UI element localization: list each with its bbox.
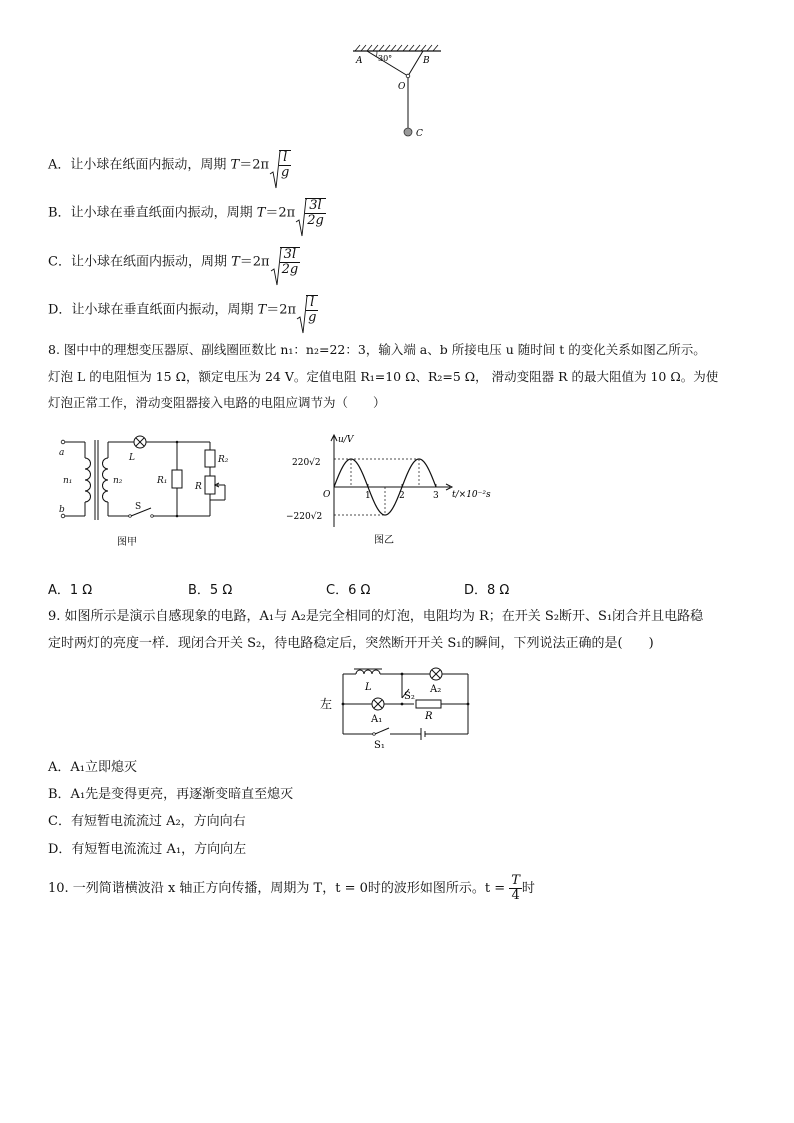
switch-S2-label: S₂ [404, 691, 415, 702]
q10-stem: 10. 一列简谐横波沿 x 轴正方向传播，周期为 T，t = 0时的波形如图所示。t = $\frac{T}{4}$ 时 [48, 873, 535, 903]
q9-option-b: B．A₁先是变得更亮，再逐渐变暗直至熄灭 [48, 787, 294, 802]
switch-S-label: S [135, 502, 142, 512]
q8-answer-c: C．6 Ω [326, 583, 371, 598]
q8-line-1: 8. 图中中的理想变压器原、副线圈匝数比 n₁：n₂=22：3，输入端 a、b 所接电压 u 随时间 t 的变化关系如图乙所示。 [48, 342, 706, 357]
n2-label: n₂ [113, 476, 123, 486]
inductor-L-label: L [365, 682, 372, 693]
resistor-R-label: R [425, 711, 433, 722]
sqrt-symbol: $\frac{l}{g}$ [269, 150, 291, 180]
sqrt-symbol: $\frac{3l}{2g}$ [295, 198, 326, 228]
sqrt-symbol: $\frac{l}{g}$ [296, 295, 318, 325]
x-tick-label: 2 [399, 491, 405, 501]
R-label: R [195, 482, 202, 492]
caption-yi: 图乙 [374, 535, 394, 546]
R2-label: R₂ [218, 455, 229, 465]
self-inductance-circuit-figure [318, 662, 478, 752]
neg-peak-label: −220√2 [286, 512, 323, 522]
label-A: A [356, 56, 363, 66]
q8-answer-a: A．1 Ω [48, 583, 93, 598]
x-tick-label: 3 [433, 491, 439, 501]
q8-line-2: 灯泡 L 的电阻恒为 15 Ω，额定电压为 24 V。定值电阻 R₁=10 Ω、R₂=5 Ω， 滑动变阻器 R 的最大阻值为 10 Ω。为使 [48, 369, 719, 384]
voltage-time-chart [280, 432, 510, 552]
origin-label: O [323, 490, 331, 500]
caption-jia: 图甲 [117, 537, 137, 548]
terminal-a: a [59, 448, 65, 458]
q7-option-d: D．让小球在垂直纸面内振动，周期 T＝2π $\frac{l}{g}$ [48, 295, 318, 325]
sqrt-symbol: $\frac{3l}{2g}$ [270, 247, 301, 277]
switch-S1-label: S₁ [374, 740, 385, 751]
q8-answer-b: B．5 Ω [188, 583, 233, 598]
pendulum-figure [345, 42, 455, 142]
q9-option-c: C．有短暂电流流过 A₂，方向向右 [48, 814, 246, 829]
terminal-b: b [59, 505, 65, 515]
q9-line-1: 9. 如图所示是演示自感现象的电路，A₁与 A₂是完全相同的灯泡，电阻均为 R；在开关 S₂断开、S₁闭合并且电路稳 [48, 609, 704, 624]
q7-option-a: A．让小球在纸面内振动，周期 T＝2π $\frac{l}{g}$ [48, 150, 291, 180]
pos-peak-label: 220√2 [292, 458, 321, 468]
label-B: B [423, 56, 430, 66]
x-axis-label: t/×10⁻²s [452, 490, 491, 500]
q8-answer-d: D．8 Ω [464, 583, 510, 598]
label-O: O [398, 82, 406, 92]
label-C: C [416, 129, 423, 139]
q8-answers [0, 579, 794, 599]
x-tick-label: 1 [365, 491, 371, 501]
q7-option-b: B．让小球在垂直纸面内振动，周期 T＝2π $\frac{3l}{2g}$ [48, 198, 326, 228]
q7-option-c: C．让小球在纸面内振动，周期 T＝2π $\frac{3l}{2g}$ [48, 247, 300, 277]
q9-option-a: A．A₁立即熄灭 [48, 760, 137, 775]
q9-line-2: 定时两灯的亮度一样．现闭合开关 S₂，待电路稳定后，突然断开开关 S₁的瞬间，下列说法正确的是( ) [48, 636, 654, 651]
q9-option-d: D．有短暂电流流过 A₁，方向向左 [48, 842, 247, 857]
q8-line-3: 灯泡正常工作，滑动变阻器接入电路的电阻应调节为（ ） [48, 395, 386, 410]
transformer-circuit-figure [55, 428, 250, 553]
lamp-A2-label: A₂ [430, 684, 442, 695]
label-angle: 30° [378, 54, 393, 63]
t-over-4-fraction: $\frac{T}{4}$ [511, 873, 520, 903]
lamp-L-label: L [129, 453, 135, 463]
n1-label: n₁ [63, 476, 73, 486]
R1-label: R₁ [157, 476, 168, 486]
left-direction-label: 左 [320, 697, 333, 711]
y-axis-label: u/V [338, 435, 354, 445]
lamp-A1-label: A₁ [371, 714, 383, 725]
